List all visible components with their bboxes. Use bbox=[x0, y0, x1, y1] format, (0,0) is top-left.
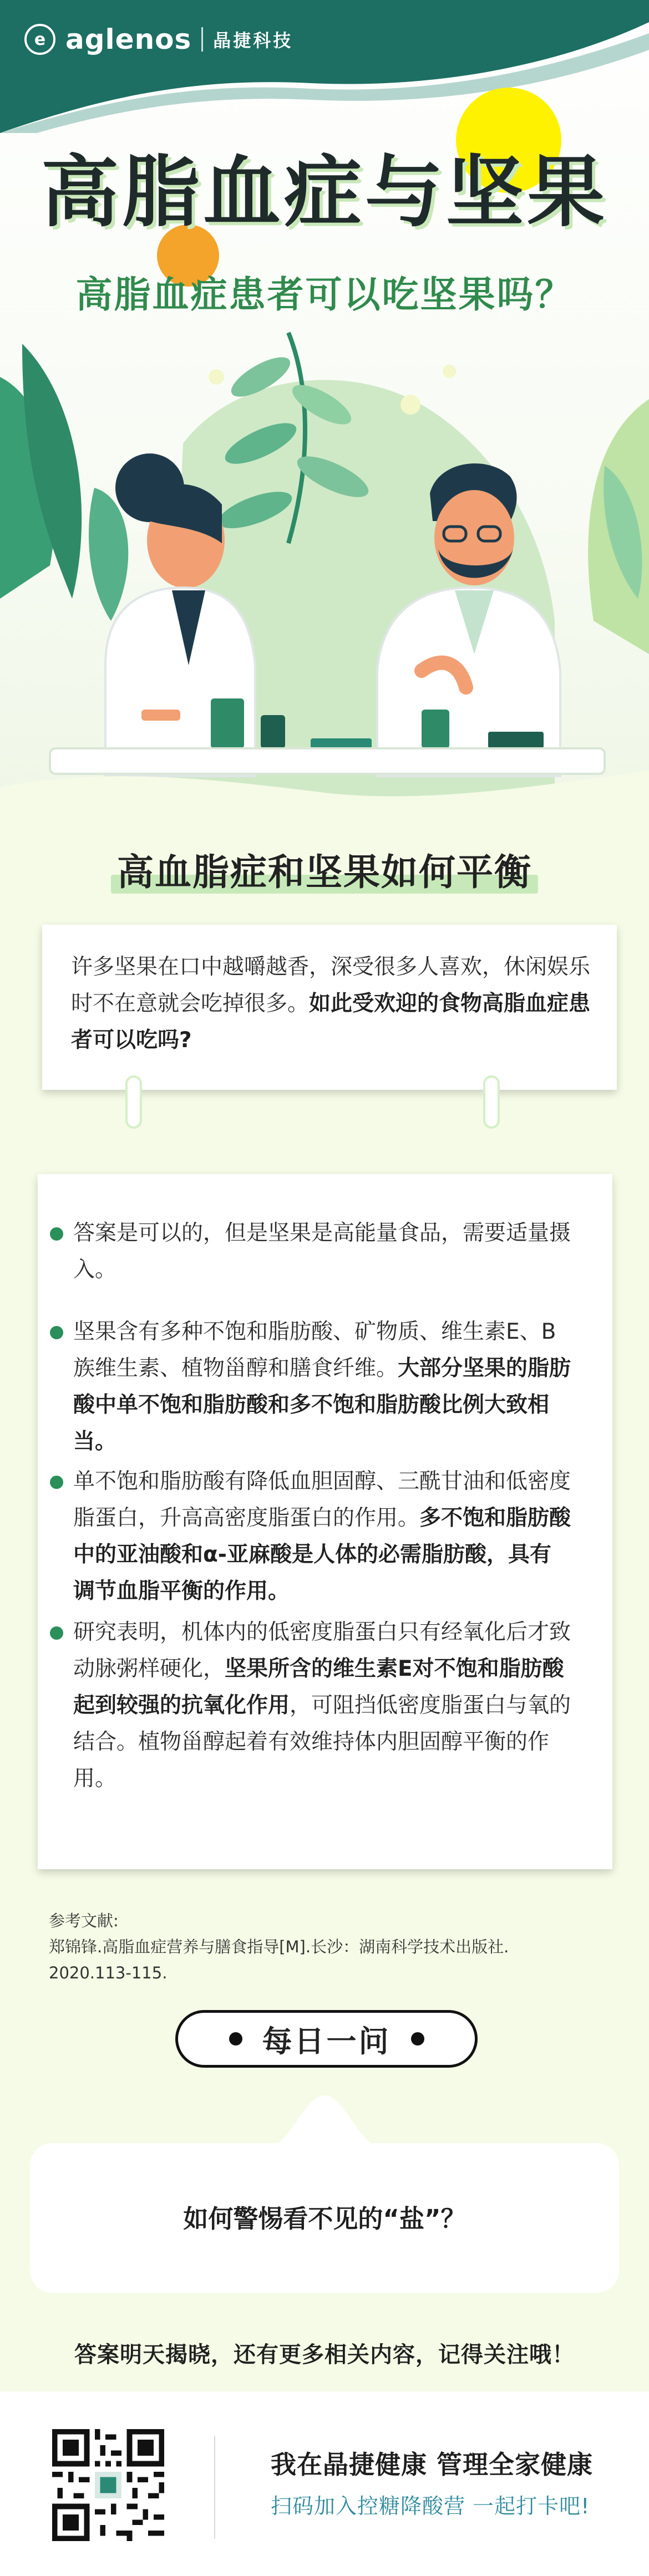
bullet-text: ，可阻挡低密度脂蛋白与氧的结合。植物甾醇起着有效维持体内胆固醇平衡的作用。 bbox=[73, 1693, 571, 1791]
bottle-3 bbox=[422, 710, 449, 748]
bullet-dot-icon bbox=[50, 1326, 63, 1339]
brand-logo[interactable] bbox=[24, 23, 293, 55]
references-label: 参考文献: bbox=[49, 1911, 119, 1930]
bullet-text: 研究表明，机体内的低密度脂蛋白只有经氧化后才致动脉粥样硬化， bbox=[73, 1620, 571, 1681]
logo-company-name: 晶捷科技 bbox=[213, 30, 293, 51]
tray bbox=[488, 732, 544, 748]
intro-text-plain: 许多坚果在口中越嚼越香，深受很多人喜欢，休闲娱乐时不在意就会吃掉很多。 bbox=[71, 955, 591, 1016]
logo-wordmark: aglenos bbox=[65, 23, 192, 55]
book bbox=[311, 738, 372, 748]
bullet-dot-icon bbox=[50, 1476, 63, 1489]
question-card-notch bbox=[258, 2095, 391, 2151]
bottle-1 bbox=[211, 698, 244, 748]
list-item bbox=[73, 1215, 572, 1288]
card-pin-left bbox=[125, 1075, 142, 1129]
list-item bbox=[73, 1314, 572, 1460]
daily-question-pill bbox=[175, 2010, 478, 2068]
desk bbox=[50, 748, 605, 774]
bullet-text-bold: 多不饱和脂肪酸中的亚油酸和α-亚麻酸是人体的必需脂肪酸，具有调节血脂平衡的作用。 bbox=[73, 1506, 571, 1604]
bullet-text: 单不饱和脂肪酸有降低血胆固醇、三酰甘油和低密度脂蛋白，升高高密度脂蛋白的作用。 bbox=[73, 1469, 571, 1531]
dot-icon bbox=[229, 2032, 242, 2046]
intro-text bbox=[71, 949, 592, 1059]
hero-banner bbox=[0, 0, 649, 865]
doctors-illustration bbox=[0, 310, 649, 865]
closing-note: 答案明天揭晓，还有更多相关内容，记得关注哦！ bbox=[74, 2342, 575, 2368]
references bbox=[49, 1908, 604, 1986]
references-line: 郑锦锋.高脂血症营养与膳食指导[M].长沙：湖南科学技术出版社. bbox=[49, 1937, 509, 1956]
footer-divider bbox=[214, 2436, 215, 2539]
page-title: 高脂血症与坚果 bbox=[40, 147, 608, 238]
intro-text-bold: 如此受欢迎的食物高脂血症患者可以吃吗? bbox=[71, 991, 591, 1053]
page-subtitle: 高脂血症患者可以吃坚果吗？ bbox=[75, 273, 574, 316]
logo-mark-icon: e bbox=[24, 24, 55, 55]
bullet-dot-icon bbox=[50, 1626, 63, 1640]
qr-code-icon[interactable] bbox=[52, 2429, 164, 2541]
bullet-dot-icon bbox=[50, 1227, 63, 1241]
question-text: 如何警惕看不见的“盐”？ bbox=[183, 2204, 466, 2233]
bullet-text: 答案是可以的，但是坚果是高能量食品，需要适量摄入。 bbox=[73, 1221, 571, 1282]
section-heading: 高血脂症和坚果如何平衡 bbox=[117, 851, 532, 894]
logo-divider bbox=[201, 27, 203, 52]
bullet-text-bold: 坚果所含的维生素E对不饱和脂肪酸起到较强的抗氧化作用 bbox=[73, 1656, 564, 1718]
list-item bbox=[73, 1463, 572, 1610]
bottle-2 bbox=[261, 715, 285, 748]
card-pin-right bbox=[483, 1075, 500, 1129]
list-item bbox=[73, 1614, 572, 1797]
footer-call-to-action: 扫码加入控糖降酸营 一起打卡吧! bbox=[271, 2494, 590, 2518]
bullet-text: 坚果含有多种不饱和脂肪酸、矿物质、维生素E、B族维生素、植物甾醇和膳食纤维。 bbox=[73, 1319, 556, 1381]
references-line: 2020.113-115. bbox=[49, 1963, 168, 1982]
bullet-text-bold: 大部分坚果的脂肪酸中单不饱和脂肪酸和多不饱和脂肪酸比例大致相当。 bbox=[73, 1356, 571, 1454]
daily-question-label: 每日一问 bbox=[262, 2023, 391, 2059]
dot-icon bbox=[411, 2032, 424, 2046]
footer-slogan: 我在晶捷健康 管理全家健康 bbox=[271, 2450, 594, 2480]
